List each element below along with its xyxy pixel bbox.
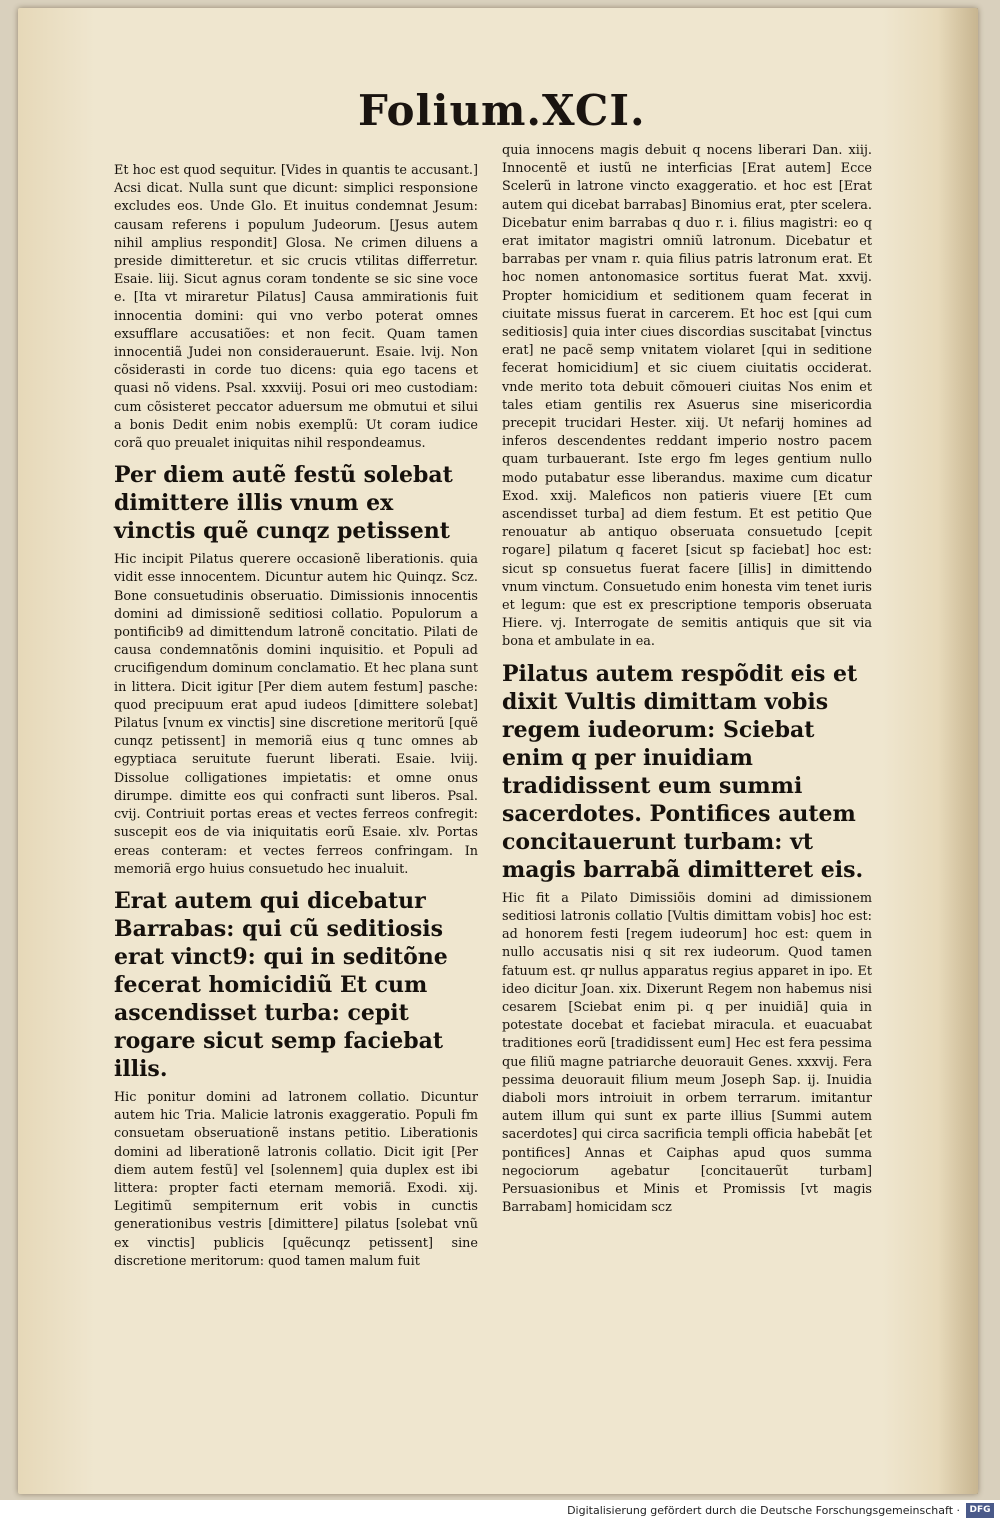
left-column xyxy=(114,162,478,1271)
dfg-logo: DFG xyxy=(966,1503,994,1518)
left-lemma-2: Erat autem qui dicebatur Barrabas: qui cũ seditiosis erat vinct9: qui in seditõne fecerat homicidiũ Et cum ascendisset turba: cepit rogare sicut semp faciebat illis. xyxy=(114,887,448,1082)
book-page xyxy=(18,8,978,1494)
left-paragraph-2: Hic incipit Pilatus querere occasionẽ liberationis. quia vidit esse innocentem. Dicuntur autem hic Quinqz. Scz. Bone consuetudinis obseruatio. Dimissionis innocentis domini ad dimissionẽ seditiosi collatio. Populorum a pontificib9 ad dimittendum latronẽ concitatio. Pilati de causa condemnatõnis domini inquisitio. et Populi ad crucifigendum dominum conclamatio. Et hec plana sunt in littera. Dicit igitur [Per diem autem festum] pasche: quod precipuum erat apud iudeos [dimittere solebat] Pilatus [vnum ex vinctis] sine discretione meritorũ [quẽ cunqz petissent] in memoriã eius q tunc omnes ab egyptiaca seruitute fuerunt liberati. Esaie. lviij. Dissolue colligationes impietatis: et omne onus dirumpe. dimitte eos qui confracti sunt liberos. Psal. cvij. Contriuit portas ereas et vectes ferreos confregit: suscepit eos de via iniquitatis eorũ Esaie. xlv. Portas ereas conteram: et vectes ferreos confringam. In memoriã ergo huius consuetudo hec inualuit. xyxy=(114,552,478,877)
footer-bar xyxy=(0,1500,1000,1522)
left-paragraph-1: Et hoc est quod sequitur. [Vides in quantis te accusant.] Acsi dicat. Nulla sunt que dicunt: simplici responsione excludes eos. Unde Glo. Et inuitus condemnat Jesum: causam referens i populum Judeorum. [Jesus autem nihil amplius respondit] Glosa. Ne crimen diluens a preside dimitteretur. et sic crucis vtilitas differretur. Esaie. liij. Sicut agnus coram tondente se sic sine voce e. [Ita vt miraretur Pilatus] Causa ammirationis fuit innocentia domini: qui vno verbo poterat omnes exsufflare accusatiões: et non fecit. Quam tamen innocentiã Judei non considerauerunt. Esaie. lvij. Non cõsiderasti in corde tuo dicens: quia ego tacens et quasi nõ videns. Psal. xxxviij. Posui ori meo custodiam: cum cõsisteret peccator aduersum me obmutui et silui a bonis Dedit enim nobis exemplũ: Ut coram iudice corã quo preualet iniquitas nihil respondeamus. xyxy=(114,163,478,452)
folio-header: Folium.XCI. xyxy=(358,86,646,135)
right-lemma-1: Pilatus autem respõdit eis et dixit Vultis dimittam vobis regem iudeorum: Sciebat enim q per inuidiam tradidissent eum summi sacerdotes. Pontifices autem concitauerunt turbam: vt magis barrabã dimitteret eis. xyxy=(502,660,864,883)
left-paragraph-3: Hic ponitur domini ad latronem collatio. Dicuntur autem hic Tria. Malicie latronis exaggeratio. Populi fm consuetam obseruationẽ instans petitio. Liberationis domini ad liberationẽ latronis collatio. Dicit igit [Per diem autem festũ] vel [solennem] quia duplex est ibi littera: propter facti eternam memoriã. Exodi. xij. Legitimũ sempiternum erit vobis in cunctis generationibus vestris [dimittere] pilatus [solebat vnũ ex vinctis] publicis [quẽcunqz petissent] sine discretione meritorum: quod tamen malum fuit xyxy=(114,1089,478,1269)
left-lemma-1: Per diem autẽ festũ solebat dimittere illis vnum ex vinctis quẽ cunqz petissent xyxy=(114,462,453,545)
funding-credit: Digitalisierung gefördert durch die Deutsche Forschungsgemeinschaft · xyxy=(567,1504,960,1517)
right-paragraph-1: quia innocens magis debuit q nocens liberari Dan. xiij. Innocentẽ et iustũ ne interficias [Erat autem] Ecce Scelerũ in latrone vincto exaggeratio. et hoc est [Erat autem qui dicebat barrabas] Binomius erat, pter scelera. Dicebatur enim barrabas q duo r. i. filius magistri: eo q erat imitator magistri omniũ latronum. Dicebatur et barrabas per vnam r. quia filius patris latronum erat. Et hoc nomen antonomasice sortitus fuerat Mat. xxvij. Propter homicidium et seditionem quam fecerat in ciuitate missus fuerat in carcerem. Et hoc est [qui cum seditiosis] quia inter ciues discordias suscitabat [vinctus erat] ne pacẽ semp vnitatem violaret [qui in seditione fecerat homicidium] et sic ciuem ciuitatis occiderat. vnde merito tota debuit cõmoueri ciuitas Nos enim et tales etiam gentilis rex Asuerus sine misericordia precepit trucidari Hester. xiij. Ut nefarij homines ad inferos descendentes reddant imperio nostro pacem quam turbauerant. Iste ergo fm leges gentium nullo modo putabatur esse liberandus. maxime cum dicatur Exod. xxij. Maleficos non patieris viuere [Et cum ascendisset turba] ad diem festum. Et est petitio Que renouatur ab antiquo obseruata consuetudo [cepit rogare] pilatum q faceret [sicut sp faciebat] hoc est: sicut sp consuetus fuerat facere [illis] in dimittendo vnum vinctum. Consuetudo enim honesta vim tenet iuris et legum: que est ex prescriptione temporis obseruata Hiere. vj. Interrogate de semitis antiquis que sit via bona et ambulate in ea. xyxy=(502,143,872,650)
right-paragraph-2: Hic fit a Pilato Dimissiõis domini ad dimissionem seditiosi latronis collatio [Vultis dimittam vobis] hoc est: ad honorem festi [regem iudeorum] hoc est: quem in nullo accusatis nisi q sit rex iudeorum. Quod tamen fatuum est. qr nullus apparatus regius apparet in ipo. Et ideo dicitur Joan. xix. Dixerunt Regem non habemus nisi cesarem [Sciebat enim pi. q per inuidiã] quia in potestate docebat et faciebat miracula. et euacuabat traditiones eorũ [tradidissent eum] Hec est fera pessima que filiũ magne patriarche deuorauit Genes. xxxvij. Fera pessima deuorauit filium meum Joseph Sap. ij. Inuidia diaboli mors introiuit in orbem terrarum. imitantur autem illum qui sunt ex parte illius [Summi autem sacerdotes] qui circa sacrificia templi officia habebãt [et pontifices] Annas et Caiphas apud quos summa negociorum agebatur [concitauerũt turbam] Persuasionibus et Minis et Promissis [vt magis Barrabam] homicidam scz xyxy=(502,890,872,1216)
right-column xyxy=(502,142,872,1217)
